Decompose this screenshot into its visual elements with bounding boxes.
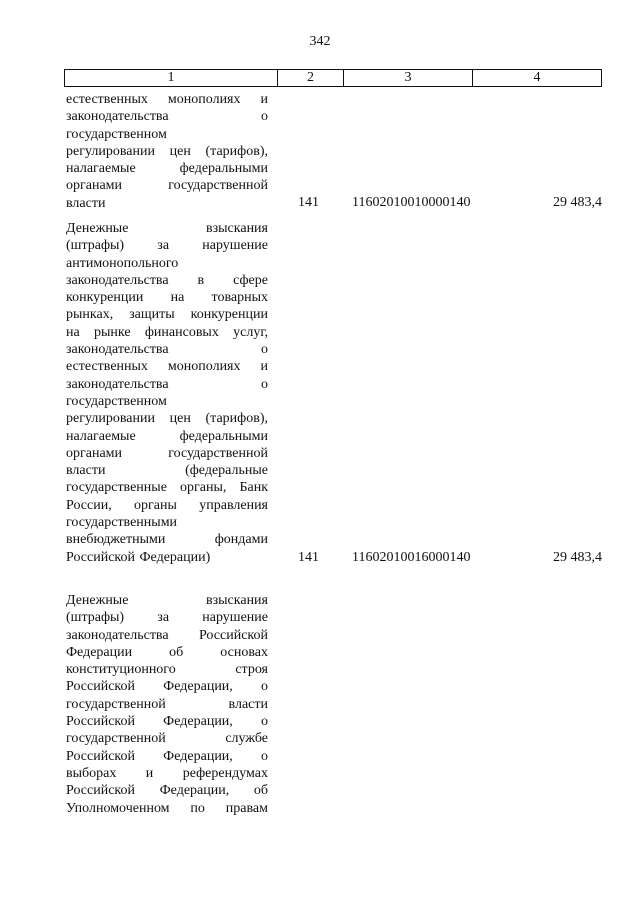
budget-classification-code: 11602010016000140 <box>352 550 471 565</box>
description-line: регулировании цен (тарифов), <box>66 411 268 427</box>
amount: 29 483,4 <box>553 195 602 210</box>
description-line: на рынке финансовых услуг, <box>66 324 268 340</box>
admin-code: 141 <box>298 195 319 210</box>
amount: 29 483,4 <box>553 550 602 565</box>
budget-classification-code: 11602010010000140 <box>352 195 471 210</box>
description-line: Российской Федерации) <box>66 549 211 565</box>
table-row <box>66 592 602 817</box>
header-col-2: 2 <box>278 70 344 86</box>
description-line: государственными <box>66 515 178 531</box>
description-line: внебюджетными фондами <box>66 532 268 548</box>
description-line: естественных монополиях и <box>66 92 268 107</box>
description-line: России, органы управления <box>66 497 268 513</box>
description-line: государственные органы, Банк <box>66 480 268 496</box>
description-line: законодательства о <box>66 376 268 392</box>
description-line: законодательства в сфере <box>66 272 268 288</box>
description-line: Российской Федерации, о <box>66 679 268 695</box>
description-line: (штрафы) за нарушение <box>66 238 268 254</box>
table-header-row <box>64 69 602 87</box>
description-line: налагаемые федеральными <box>66 161 268 177</box>
description-line: государственном <box>66 126 167 142</box>
description-line: власти <box>66 195 106 211</box>
description-line: налагаемые федеральными <box>66 428 268 444</box>
description-line: Денежные взыскания <box>66 593 268 608</box>
description-line: Российской Федерации, об <box>66 783 268 799</box>
description-line: государственной власти <box>66 696 268 712</box>
description-line: законодательства Российской <box>66 627 268 643</box>
table-row <box>66 220 602 566</box>
row-description <box>66 592 268 817</box>
row-description <box>66 91 268 212</box>
description-line: органами государственной <box>66 178 268 194</box>
description-line: конституционного строя <box>66 662 268 678</box>
page-number: 342 <box>309 34 331 49</box>
description-line: государственной службе <box>66 731 268 747</box>
table-row <box>66 91 602 212</box>
header-col-4: 4 <box>533 70 541 85</box>
admin-code: 141 <box>298 550 319 565</box>
description-line: законодательства о <box>66 109 268 125</box>
description-line: антимонопольного <box>66 255 179 271</box>
description-line: Российской Федерации, о <box>66 714 268 730</box>
description-line: Денежные взыскания <box>66 221 268 236</box>
row-description <box>66 220 268 566</box>
description-line: органами государственной <box>66 445 268 461</box>
description-line: регулировании цен (тарифов), <box>66 143 268 159</box>
description-line: власти (федеральные <box>66 463 268 479</box>
description-line: (штрафы) за нарушение <box>66 610 268 626</box>
description-line: рынках, защиты конкуренции <box>66 307 268 323</box>
description-line: выборах и референдумах <box>66 765 268 781</box>
description-line: конкуренции на товарных <box>66 290 268 306</box>
description-line: Федерации об основах <box>66 644 268 660</box>
header-col-1: 1 <box>65 70 278 86</box>
description-line: Уполномоченном по правам <box>66 800 268 816</box>
description-line: государственном <box>66 393 167 409</box>
header-col-3: 3 <box>344 70 473 86</box>
description-line: естественных монополиях и <box>66 359 268 375</box>
description-line: законодательства о <box>66 342 268 358</box>
description-line: Российской Федерации, о <box>66 748 268 764</box>
